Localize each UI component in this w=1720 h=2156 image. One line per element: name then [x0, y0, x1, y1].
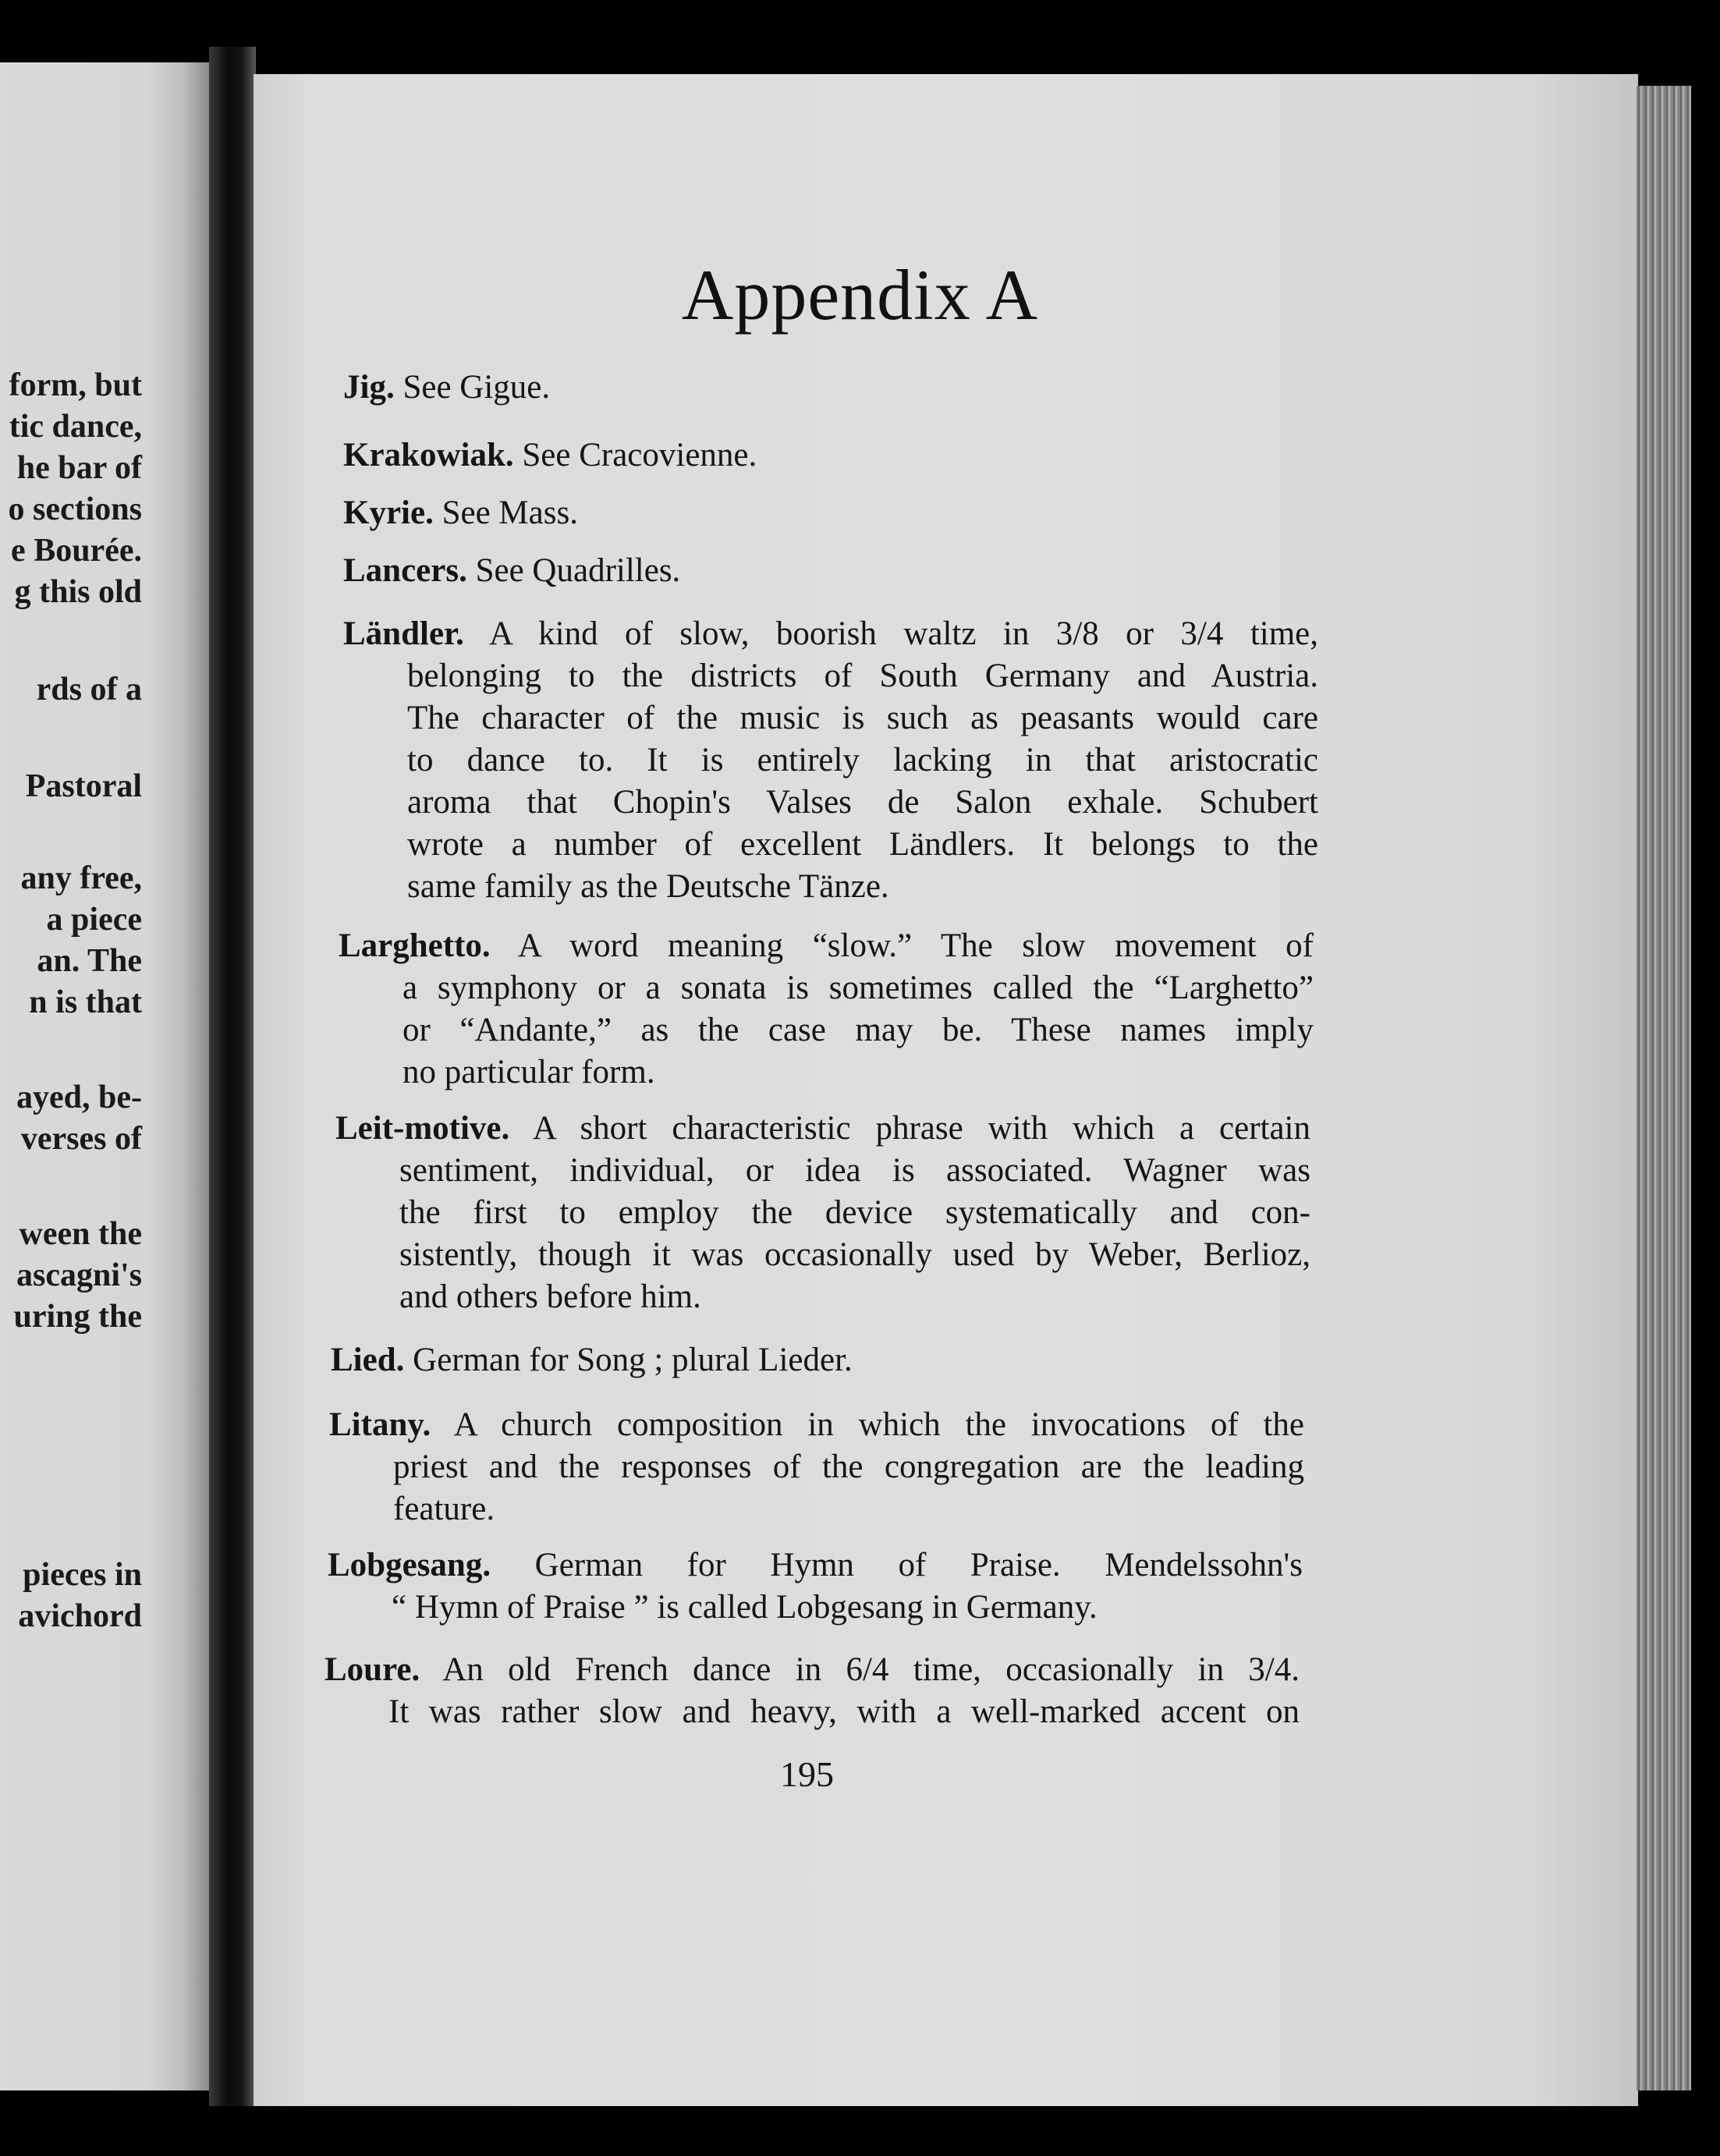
- entry-first-line: [343, 613, 1318, 655]
- page-edge-stack: [1637, 86, 1691, 2090]
- entry-loure: [324, 1649, 1300, 1733]
- entry-line: or “Andante,” as the case may be. These names imply: [403, 1012, 1314, 1048]
- entry-litany: [329, 1404, 1304, 1530]
- entry-lied: [331, 1339, 1306, 1381]
- left-page-fragment: o sections: [8, 491, 142, 527]
- left-page-fragment: n is that: [29, 984, 142, 1020]
- left-page-fragment: pieces in: [23, 1557, 142, 1593]
- entry-lancers: [343, 550, 1318, 592]
- entry-head: Jig.: [343, 369, 395, 406]
- entry-kyrie: [343, 492, 1318, 534]
- left-page-fragment: g this old: [14, 574, 142, 610]
- entry-head: Ländler.: [343, 615, 464, 652]
- entry-line: “ Hymn of Praise ” is called Lobgesang in Germany.: [392, 1589, 1098, 1626]
- entry-line: to dance to. It is entirely lacking in that aristocratic: [407, 742, 1318, 778]
- left-page-fragment: ween the: [19, 1216, 142, 1252]
- entry-line: same family as the Deutsche Tänze.: [407, 868, 889, 905]
- entry-text: See Cracovienne.: [522, 437, 757, 473]
- entry-line: wrote a number of excellent Ländlers. It belongs to the: [407, 826, 1318, 863]
- entry-text: German for Song ; plural Lieder.: [413, 1342, 853, 1378]
- entry-line: and others before him.: [399, 1278, 701, 1315]
- entry-head: Kyrie.: [343, 495, 434, 531]
- entry-head: Loure.: [324, 1651, 420, 1688]
- entry-text: See Gigue.: [403, 369, 551, 406]
- entry-first-line: [328, 1544, 1303, 1587]
- left-page-fragment: uring the: [13, 1299, 142, 1335]
- entry-first-line: [335, 1108, 1310, 1150]
- left-page-fragment: e Bourée.: [11, 533, 142, 569]
- left-page-fragment: he bar of: [16, 450, 142, 486]
- entry-larghetto: [339, 925, 1314, 1094]
- entry-line: sentiment, individual, or idea is associated. Wagner was: [399, 1152, 1310, 1189]
- entry-line: aroma that Chopin's Valses de Salon exhale. Schubert: [407, 784, 1318, 821]
- entry-head: Lobgesang.: [328, 1547, 491, 1583]
- left-page-fragment: Pastoral: [25, 768, 142, 804]
- entry-line: feature.: [393, 1491, 495, 1527]
- entry-jig: [343, 367, 1318, 409]
- entry-line: a symphony or a sonata is sometimes called the “Larghetto”: [403, 970, 1314, 1006]
- entry-lobgesang: [328, 1544, 1303, 1629]
- left-page-fragment: rds of a: [36, 672, 142, 707]
- facing-page-left: [0, 62, 209, 2090]
- entry-krakowiak: [343, 434, 1318, 477]
- left-page-fragment: tic dance,: [9, 409, 142, 445]
- entry-head: Larghetto.: [339, 927, 491, 964]
- entry-first-line: [324, 1649, 1300, 1691]
- left-page-fragment: ascagni's: [16, 1257, 142, 1293]
- entry-text: See Mass.: [442, 495, 578, 531]
- entry-head: Krakowiak.: [343, 437, 514, 473]
- left-page-fragment: ayed, be-: [16, 1080, 142, 1115]
- left-page-fragment: verses of: [20, 1121, 142, 1157]
- entry-line: no particular form.: [403, 1054, 655, 1090]
- left-page-fragment: an. The: [37, 943, 142, 979]
- entry-text: German for Hymn of Praise. Mendelssohn's: [534, 1547, 1303, 1583]
- entry-line: the first to employ the device systematically and con-: [399, 1194, 1310, 1231]
- entry-head: Lancers.: [343, 552, 467, 589]
- entry-text: An old French dance in 6/4 time, occasionally in 3/4.: [442, 1651, 1300, 1688]
- entry-landler: [343, 613, 1318, 908]
- entry-line: belonging to the districts of South Germany and Austria.: [407, 658, 1318, 694]
- entry-text: A short characteristic phrase with which a certain: [532, 1110, 1310, 1147]
- page-title: Appendix A: [681, 255, 1039, 335]
- entry-head: Litany.: [329, 1406, 431, 1443]
- entry-text: A kind of slow, boorish waltz in 3/8 or 3/4 time,: [489, 615, 1318, 652]
- left-page-fragment: avichord: [18, 1598, 142, 1634]
- entry-line: The character of the music is such as peasants would care: [407, 700, 1318, 736]
- entry-line: priest and the responses of the congregation are the leading: [393, 1449, 1304, 1485]
- book-gutter: [209, 47, 256, 2106]
- entry-text: A word meaning “slow.” The slow movement of: [517, 927, 1314, 964]
- entry-line: sistently, though it was occasionally used by Weber, Berlioz,: [399, 1236, 1310, 1273]
- entry-leit-motive: [335, 1108, 1310, 1318]
- left-page-fragment: a piece: [46, 902, 142, 938]
- left-page-fragment: form, but: [9, 367, 142, 403]
- page-number: 195: [780, 1754, 834, 1794]
- entry-first-line: [329, 1404, 1304, 1446]
- entry-head: Leit-motive.: [335, 1110, 510, 1147]
- entry-line: It was rather slow and heavy, with a well-marked accent on: [388, 1693, 1300, 1730]
- entry-text: A church composition in which the invocations of the: [453, 1406, 1304, 1443]
- entry-head: Lied.: [331, 1342, 405, 1378]
- entry-first-line: [339, 925, 1314, 967]
- entry-text: See Quadrilles.: [475, 552, 681, 589]
- left-page-fragment: any free,: [20, 860, 142, 896]
